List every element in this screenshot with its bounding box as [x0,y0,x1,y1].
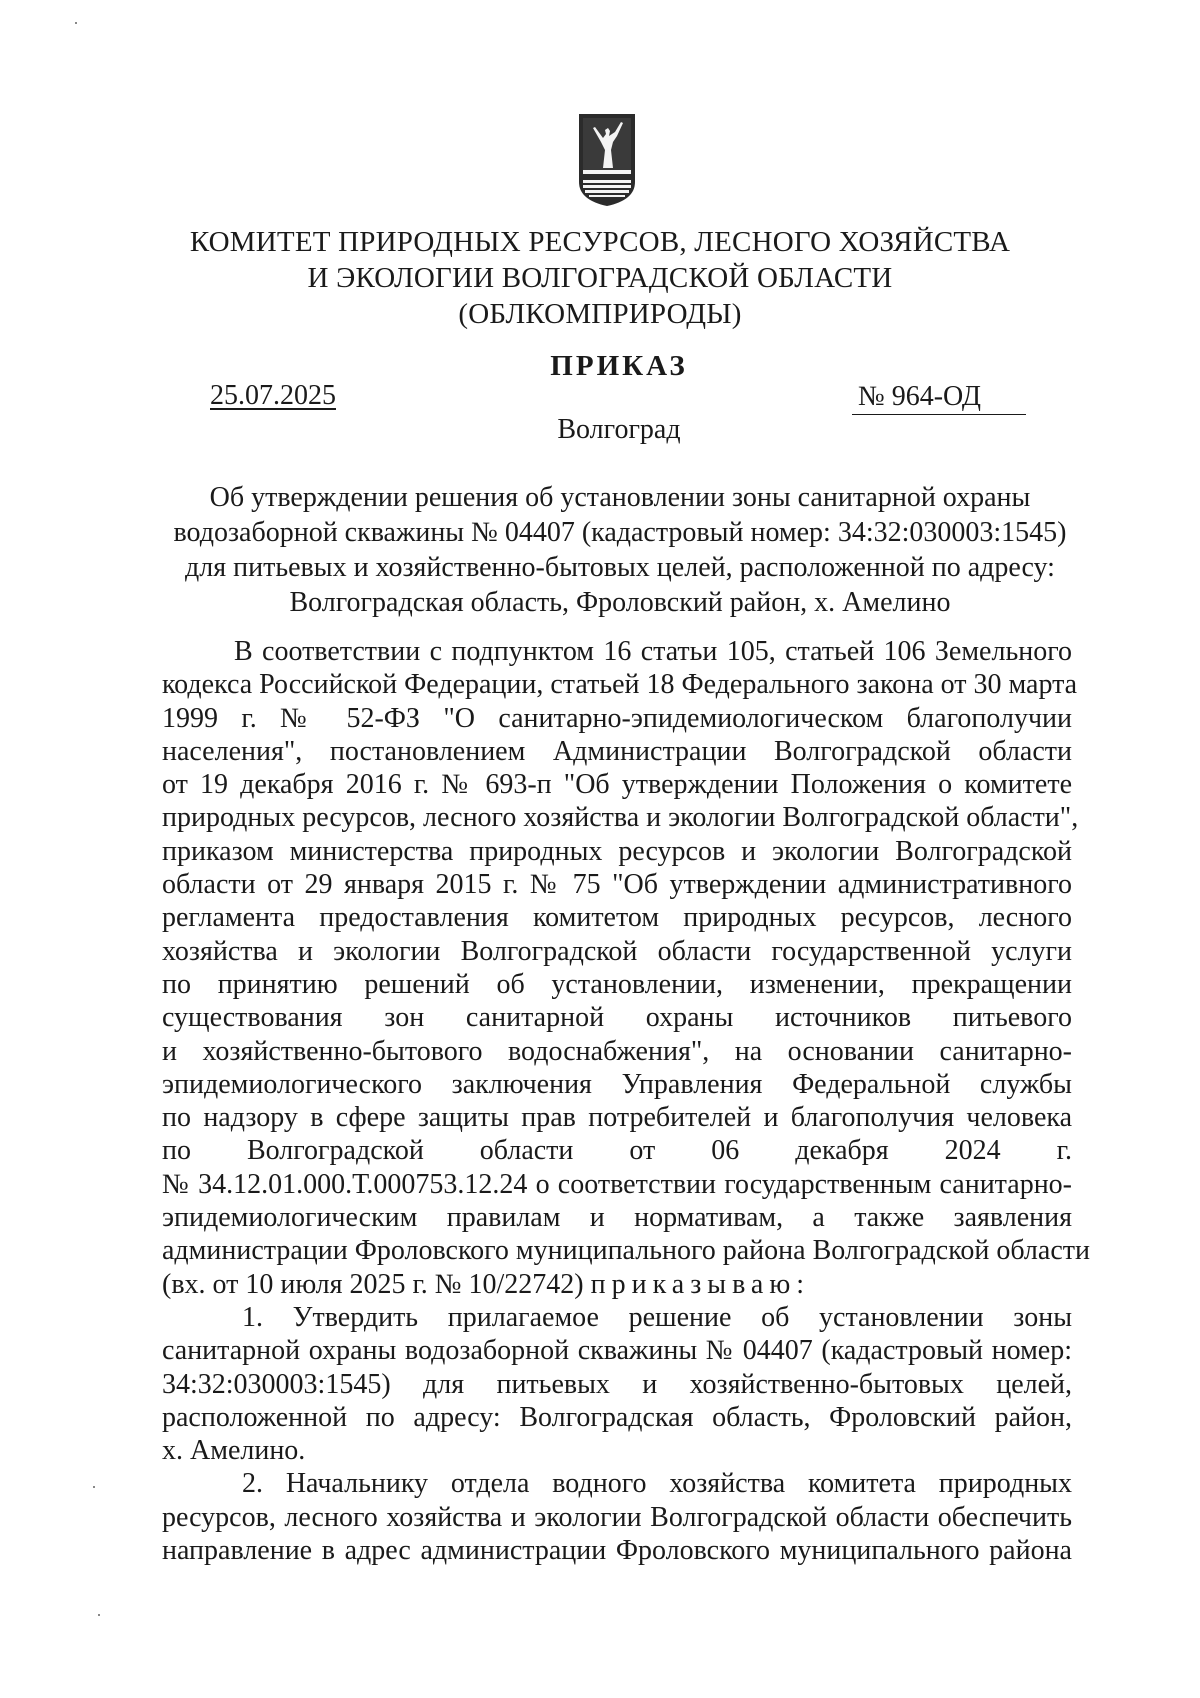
subject-line: водозаборной скважины № 04407 (кадастровый номер: 34:32:030003:1545) [173,517,1067,548]
preamble-line: хозяйства и экологии Волгоградской области государственной услуги [162,935,1072,967]
subject-line: Об утверждении решения об установлении зоны санитарной охраны [209,482,1031,513]
order-verb: приказываю: [590,1268,811,1300]
order-date: 25.07.2025 [210,380,336,411]
preamble-line: регламента предоставления комитетом природных ресурсов, лесного [162,902,1072,934]
preamble-line: существования зон санитарной охраны источников питьевого [162,1002,1072,1034]
committee-name-line-2: И ЭКОЛОГИИ ВОЛГОГРАДСКОЙ ОБЛАСТИ [307,262,893,294]
preamble-line: по Волгоградской области от 06 декабря 2024 г. [162,1135,1072,1167]
preamble-line: области от 29 января 2015 г. № 75 "Об утверждении административного [162,869,1072,901]
item-2-line: 2. Начальнику отдела водного хозяйства комитета природных [242,1468,1072,1500]
preamble-line: и хозяйственно-бытового водоснабжения", на основании санитарно- [162,1035,1072,1067]
order-title: ПРИКАЗ [550,350,688,382]
preamble-line: населения", постановлением Администрации Волгоградской области [162,735,1072,767]
item-1-line: 34:32:030003:1545) для питьевых и хозяйственно-бытовых целей, [162,1368,1072,1400]
preamble-line: администрации Фроловского муниципального района Волгоградской области [162,1235,1090,1267]
preamble-line: природных ресурсов, лесного хозяйства и экологии Волгоградской области", [162,802,1079,834]
preamble-line: кодекса Российской Федерации, статьей 18 Федерального закона от 30 марта [162,669,1078,701]
scan-mark [93,1486,95,1488]
scan-mark [98,1614,100,1616]
item-1-line: 1. Утвердить прилагаемое решение об установлении зоны [242,1301,1072,1333]
order-city: Волгоград [557,414,681,445]
order-body [162,635,1090,1567]
preamble-line: В соответствии с подпунктом 16 статьи 105, статьей 106 Земельного [234,636,1072,667]
item-2-line: ресурсов, лесного хозяйства и экологии Волгоградской области обеспечить [162,1501,1072,1533]
coat-of-arms-emblem [575,112,639,208]
subject-line: Волгоградская область, Фроловский район, х. Амелино [289,587,951,618]
incoming-reference: (вх. от 10 июля 2025 г. № 10/22742) [162,1268,584,1300]
preamble-line: № 34.12.01.000.Т.000753.12.24 о соответствии государственным санитарно- [162,1168,1072,1200]
item-2-line: направление в адрес администрации Фроловского муниципального района [162,1535,1072,1567]
subject-line: для питьевых и хозяйственно-бытовых целей, расположенной по адресу: [185,552,1055,583]
preamble-line: по принятию решений об установлении, изменении, прекращении [162,968,1072,1000]
preamble-last-line [162,1268,1072,1301]
order-subject [140,480,1100,620]
item-1-line: санитарной охраны водозаборной скважины № 04407 (кадастровый номер: [162,1335,1072,1367]
preamble-line: по надзору в сфере защиты прав потребителей и благополучия человека [162,1102,1072,1134]
scan-mark [75,22,77,24]
committee-short-name: (ОБЛКОМПРИРОДЫ) [458,298,742,330]
item-1-line: х. Амелино. [162,1435,306,1467]
preamble-line: эпидемиологического заключения Управления Федеральной службы [162,1068,1072,1100]
preamble-line: от 19 декабря 2016 г. № 693-п "Об утверждении Положения о комитете [162,769,1072,801]
item-1-line: расположенной по адресу: Волгоградская область, Фроловский район, [162,1401,1072,1433]
preamble-line: 1999 г. № 52-ФЗ "О санитарно-эпидемиологическом благополучии [162,702,1072,734]
order-number: № 964-ОД [852,380,1026,415]
preamble-line: эпидемиологическим правилам и нормативам, а также заявления [162,1202,1072,1234]
preamble-line: приказом министерства природных ресурсов и экологии Волгоградской [162,835,1072,867]
committee-name-line-1: КОМИТЕТ ПРИРОДНЫХ РЕСУРСОВ, ЛЕСНОГО ХОЗЯЙСТВА [189,226,1011,258]
